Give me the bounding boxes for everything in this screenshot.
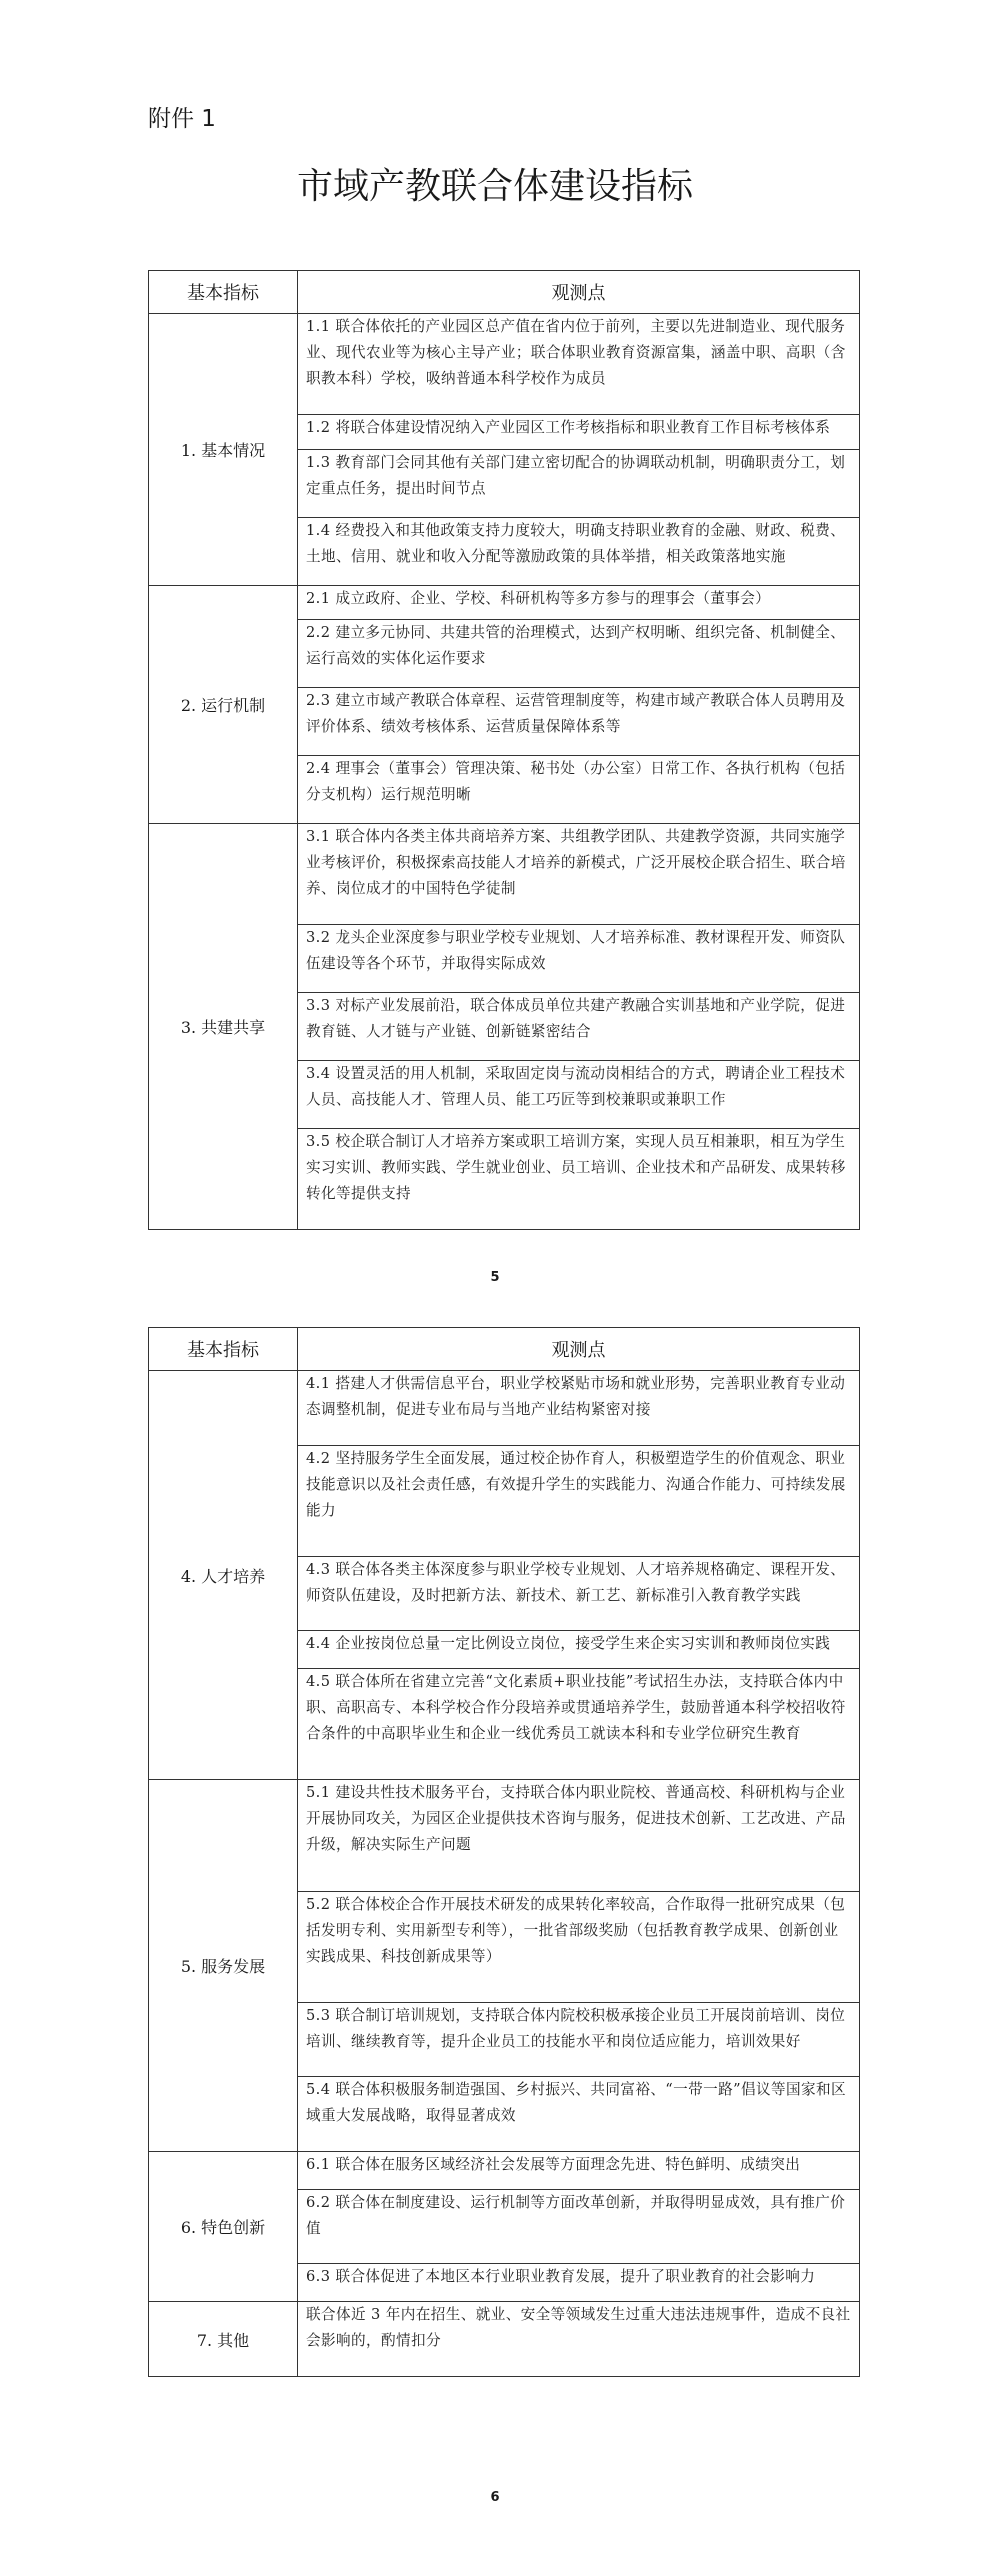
table-row [149,823,860,924]
observation-point: 6.2 联合体在制度建设、运行机制等方面改革创新，并取得明显成效，具有推广价值 [298,2189,860,2264]
indicator-table-page-1 [148,270,860,1230]
header-points: 观测点 [298,271,860,314]
observation-point: 1.2 将联合体建设情况纳入产业园区工作考核指标和职业教育工作目标考核体系 [298,415,860,450]
table-header-row [149,271,860,314]
observation-point: 4.4 企业按岗位总量一定比例设立岗位，接受学生来企实习实训和教师岗位实践 [298,1631,860,1669]
observation-point: 4.5 联合体所在省建立完善“文化素质+职业技能”考试招生办法，支持联合体内中职、高职高专、本科学校合作分段培养或贯通培养学生，鼓励普通本科学校招收符合条件的中高职毕业生和企业一线优秀员工就读本科和专业学位研究生教育 [298,1669,860,1780]
observation-point: 1.1 联合体依托的产业园区总产值在省内位于前列，主要以先进制造业、现代服务业、现代农业等为核心主导产业；联合体职业教育资源富集，涵盖中职、高职（含职教本科）学校，吸纳普通本科学校作为成员 [298,314,860,415]
observation-point: 2.3 建立市域产教联合体章程、运营管理制度等，构建市域产教联合体人员聘用及评价体系、绩效考核体系、运营质量保障体系等 [298,688,860,756]
attachment-label: 附件 1 [148,106,216,132]
observation-point: 5.3 联合制订培训规划，支持联合体内院校积极承接企业员工开展岗前培训、岗位培训、继续教育等，提升企业员工的技能水平和岗位适应能力，培训效果好 [298,2002,860,2077]
observation-point: 6.1 联合体在服务区域经济社会发展等方面理念先进、特色鲜明、成绩突出 [298,2151,860,2189]
indicator-cell: 5. 服务发展 [149,1780,298,2151]
observation-point: 3.2 龙头企业深度参与职业学校专业规划、人才培养标准、教材课程开发、师资队伍建设等各个环节，并取得实际成效 [298,925,860,993]
observation-point: 5.2 联合体校企合作开展技术研发的成果转化率较高，合作取得一批研究成果（包括发明专利、实用新型专利等），一批省部级奖励（包括教育教学成果、创新创业实践成果、科技创新成果等） [298,1891,860,2002]
table-row [149,585,860,620]
observation-point: 4.1 搭建人才供需信息平台，职业学校紧贴市场和就业形势，完善职业教育专业动态调整机制，促进专业布局与当地产业结构紧密对接 [298,1371,860,1446]
observation-point: 4.3 联合体各类主体深度参与职业学校专业规划、人才培养规格确定、课程开发、师资队伍建设，及时把新方法、新技术、新工艺、新标准引入教育教学实践 [298,1556,860,1631]
indicator-cell: 4. 人才培养 [149,1371,298,1780]
observation-point: 6.3 联合体促进了本地区本行业职业教育发展，提升了职业教育的社会影响力 [298,2264,860,2302]
observation-point: 2.2 建立多元协同、共建共管的治理模式，达到产权明晰、组织完备、机制健全、运行高效的实体化运作要求 [298,620,860,688]
table-row [149,2151,860,2189]
page-title: 市域产教联合体建设指标 [296,166,693,207]
table-row [149,314,860,415]
observation-point: 3.3 对标产业发展前沿，联合体成员单位共建产教融合实训基地和产业学院，促进教育链、人才链与产业链、创新链紧密结合 [298,992,860,1060]
indicator-cell: 7. 其他 [149,2302,298,2377]
page-number: 6 [490,2490,500,2505]
table-row [149,2302,860,2377]
indicator-cell: 2. 运行机制 [149,585,298,823]
observation-point: 1.4 经费投入和其他政策支持力度较大，明确支持职业教育的金融、财政、税费、土地、信用、就业和收入分配等激励政策的具体举措，相关政策落地实施 [298,517,860,585]
header-points: 观测点 [298,1328,860,1371]
page-number: 5 [490,1270,500,1285]
table-row [149,1371,860,1446]
indicator-table-page-2 [148,1327,860,2377]
observation-point: 1.3 教育部门会同其他有关部门建立密切配合的协调联动机制，明确职责分工，划定重点任务，提出时间节点 [298,449,860,517]
indicator-cell: 6. 特色创新 [149,2151,298,2302]
observation-point: 2.1 成立政府、企业、学校、科研机构等多方参与的理事会（董事会） [298,585,860,620]
table-header-row [149,1328,860,1371]
observation-point: 3.5 校企联合制订人才培养方案或职工培训方案，实现人员互相兼职，相互为学生实习实训、教师实践、学生就业创业、员工培训、企业技术和产品研发、成果转移转化等提供支持 [298,1128,860,1229]
observation-point: 5.4 联合体积极服务制造强国、乡村振兴、共同富裕、“一带一路”倡议等国家和区域重大发展战略，取得显著成效 [298,2077,860,2152]
observation-point: 3.4 设置灵活的用人机制，采取固定岗与流动岗相结合的方式，聘请企业工程技术人员、高技能人才、管理人员、能工巧匠等到校兼职或兼职工作 [298,1060,860,1128]
observation-point: 2.4 理事会（董事会）管理决策、秘书处（办公室）日常工作、各执行机构（包括分支机构）运行规范明晰 [298,755,860,823]
table-row [149,1780,860,1891]
observation-point: 3.1 联合体内各类主体共商培养方案、共组教学团队、共建教学资源，共同实施学业考核评价，积极探索高技能人才培养的新模式，广泛开展校企联合招生、联合培养、岗位成才的中国特色学徒制 [298,823,860,924]
observation-point: 联合体近 3 年内在招生、就业、安全等领域发生过重大违法违规事件，造成不良社会影响的，酌情扣分 [298,2302,860,2377]
observation-point: 4.2 坚持服务学生全面发展，通过校企协作育人，积极塑造学生的价值观念、职业技能意识以及社会责任感，有效提升学生的实践能力、沟通合作能力、可持续发展能力 [298,1445,860,1556]
observation-point: 5.1 建设共性技术服务平台，支持联合体内职业院校、普通高校、科研机构与企业开展协同攻关，为园区企业提供技术咨询与服务，促进技术创新、工艺改进、产品升级，解决实际生产问题 [298,1780,860,1891]
indicator-cell: 3. 共建共享 [149,823,298,1229]
indicator-cell: 1. 基本情况 [149,314,298,586]
header-indicator: 基本指标 [149,1328,298,1371]
header-indicator: 基本指标 [149,271,298,314]
